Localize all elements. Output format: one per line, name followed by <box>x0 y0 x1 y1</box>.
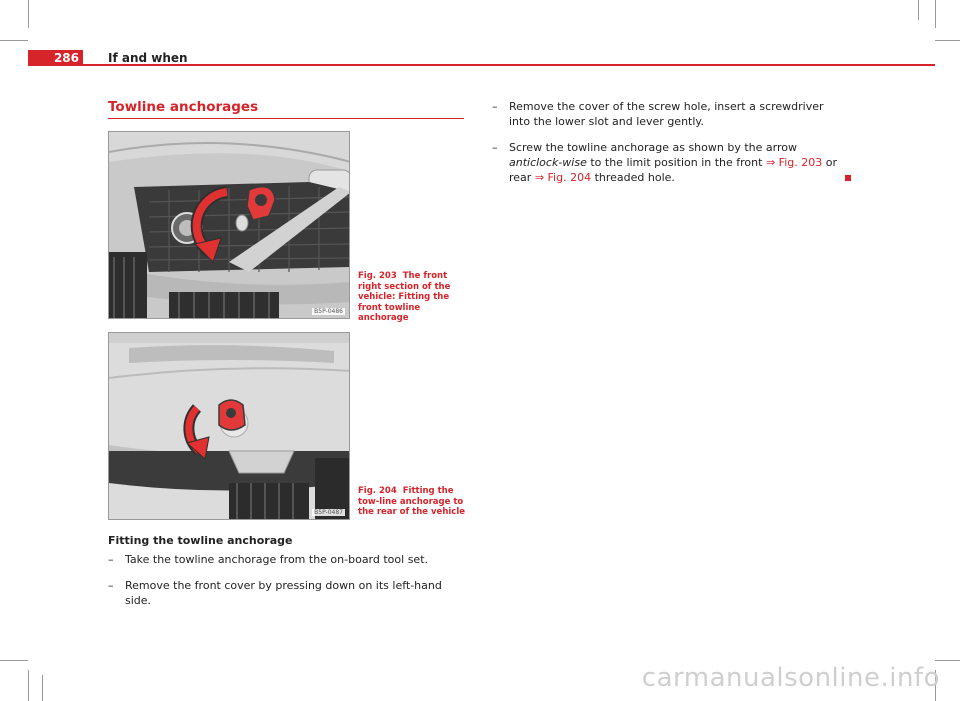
list-dash: – <box>492 100 498 113</box>
chapter-title: If and when <box>108 51 188 65</box>
step-text-part: to the limit position in the front <box>586 156 766 169</box>
crop-mark <box>0 40 28 41</box>
crop-mark <box>918 0 919 20</box>
xref-fig-204-link[interactable]: ⇒ Fig. 204 <box>534 171 592 184</box>
image-code: B5P-0486 <box>314 308 343 315</box>
image-code: B5P-0487 <box>314 509 343 516</box>
page-number: 286 <box>28 50 83 66</box>
crop-mark <box>935 660 960 661</box>
caption-text: The front right section of the vehicle: Fitting the front towline anchorage <box>358 271 451 323</box>
section-title: Towline anchorages <box>108 99 259 115</box>
section-rule <box>108 118 464 119</box>
figure-label: Fig. 203 <box>358 271 397 281</box>
crop-mark <box>935 40 960 41</box>
step-text <box>509 140 842 185</box>
list-dash: – <box>108 579 114 592</box>
step-text: Remove the cover of the screw hole, insert a screwdriver into the lower slot and lever gently. <box>509 100 824 128</box>
xref-fig-203-link[interactable]: ⇒ Fig. 203 <box>765 156 823 169</box>
step-text-part: threaded hole. <box>591 171 675 184</box>
procedure-heading: Fitting the towline anchorage <box>108 534 293 547</box>
section-end-marker <box>845 175 851 181</box>
crop-mark <box>0 660 28 661</box>
figure-caption <box>358 486 466 518</box>
list-item <box>492 99 842 129</box>
crop-mark <box>935 0 936 28</box>
caption-text: Fitting the tow-line anchorage to the rear of the vehicle <box>358 486 466 517</box>
figure-front-towline <box>108 131 350 319</box>
list-item <box>492 140 842 185</box>
step-text: Take the towline anchorage from the on-board tool set. <box>125 553 428 566</box>
figure-rear-towline <box>108 332 350 520</box>
front-bumper-illustration <box>109 132 350 319</box>
step-text-part: or rear <box>509 156 837 184</box>
step-text: Remove the front cover by pressing down on its left-hand side. <box>125 579 442 607</box>
crop-mark <box>42 675 43 701</box>
list-dash: – <box>492 141 498 154</box>
list-dash: – <box>108 553 114 566</box>
emphasis-text: anticlock-wise <box>509 156 587 169</box>
watermark: carmanualsonline.info <box>641 663 940 693</box>
step-text-part: Screw the towline anchorage as shown by the arrow <box>509 141 797 154</box>
list-item <box>108 578 468 608</box>
crop-mark <box>28 0 29 28</box>
rear-bumper-illustration <box>109 333 350 520</box>
figure-label: Fig. 204 <box>358 486 397 496</box>
crop-mark <box>28 670 29 701</box>
list-item <box>108 552 468 567</box>
figure-caption <box>358 271 466 324</box>
